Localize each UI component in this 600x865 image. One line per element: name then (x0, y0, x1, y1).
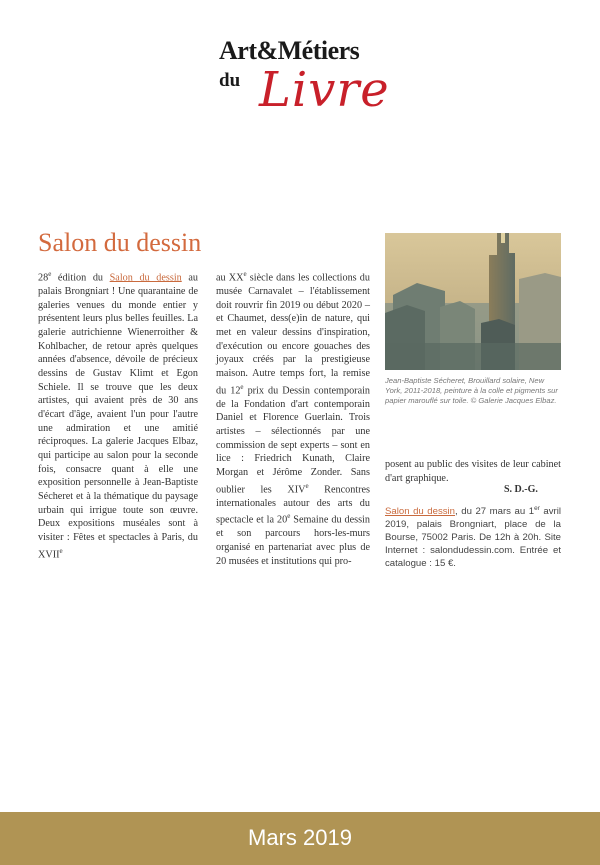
text: e (287, 512, 291, 521)
logo-line-2: du (219, 70, 241, 91)
text: e (48, 270, 52, 278)
text: 28 (38, 272, 49, 284)
event-info (385, 502, 561, 570)
article-column-1 (38, 268, 198, 562)
text: au XX (216, 272, 244, 284)
text: prix du Dessin contemporain de la Fondation d'art contemporain Daniel et Florence Guerlain. Trois artistes – sélectionnés par une commission de sept experts – sont en lice : Friedrich Kunath, Claire Morgan et Jérôme Zonder. Sans oublier les XIV (216, 385, 371, 496)
text: er (534, 505, 540, 512)
footer-date: Mars 2019 (248, 825, 352, 850)
text: édition du (51, 272, 110, 284)
logo-line-1: Art&Métiers (219, 36, 360, 65)
article-column-2 (216, 268, 370, 568)
text: siècle dans les collections du musée Carnavalet – l'établissement doit rouvrir fin 2019 ou début 2020 – et Chaumet, dess(e)in de nature, qui met en valeur dessins d'inspiration, d'exécution ou encore gouaches des joyaux créés par la prestigieuse maison. Autre temps fort, la remise du 12 (216, 272, 370, 397)
text: , du 27 mars au 1 (455, 506, 535, 518)
salon-link[interactable]: Salon du dessin (109, 272, 182, 284)
text: posent au public des visites de leur cabinet d'art graphique. (385, 459, 561, 484)
logo-line-3: Livre (259, 62, 390, 118)
article-column-3 (385, 458, 561, 485)
article-title: Salon du dessin (38, 228, 202, 257)
text: avril 2019, palais Brongniart, place de la Bourse, 75002 Paris. De 12h à 20h. Site Internet : salondudessin.com. Entrée et catalogue : 15 €. (385, 506, 561, 570)
artwork-image (385, 233, 561, 370)
text: au palais Brongniart ! Une quarantaine de galeries venues du monde entier y présentent leurs plus belles feuilles. La galerie autrichienne Wienerroither & Kohlbacher, de retour après quelques années d'absence, dévoile de précieux dessins de Gustav Klimt et Egon Schiele. Il se trouve que les deux artistes, qui avaient près de 30 ans d'écart d'âge, avaient l'un pour l'autre une admiration et une amitié réciproques. La galerie Jacques Elbaz, qui participe au salon pour la seconde fois, consacre quant à elle une exposition personnelle à Jean-Baptiste Sécheret et à la thématique du paysage urbain qui irrigue toute son œuvre. Deux expositions muséales sont à visiter : Fêtes et spectacles à Paris, du XVII (38, 272, 198, 560)
text: e (243, 270, 247, 278)
text: e (59, 546, 63, 555)
author-signature: S. D.-G. (504, 484, 538, 495)
text: Semaine du dessin et son parcours hors-les-murs organisé en partenariat avec plus de 20 musées et institutions qui pro- (216, 514, 370, 567)
salon-info-link[interactable]: Salon du dessin (385, 506, 456, 518)
image-caption: Jean-Baptiste Sécheret, Brouillard solaire, New York, 2011-2018, peinture à la colle et pigments sur papier marouflé sur toile. © Galerie Jacques Elbaz. (385, 376, 558, 406)
text: e (305, 481, 309, 490)
footer-bar (0, 812, 600, 865)
text: Rencontres internationales autour des arts du spectacle et la 20 (216, 484, 370, 526)
magazine-logo (205, 36, 405, 126)
text: e (240, 382, 244, 391)
